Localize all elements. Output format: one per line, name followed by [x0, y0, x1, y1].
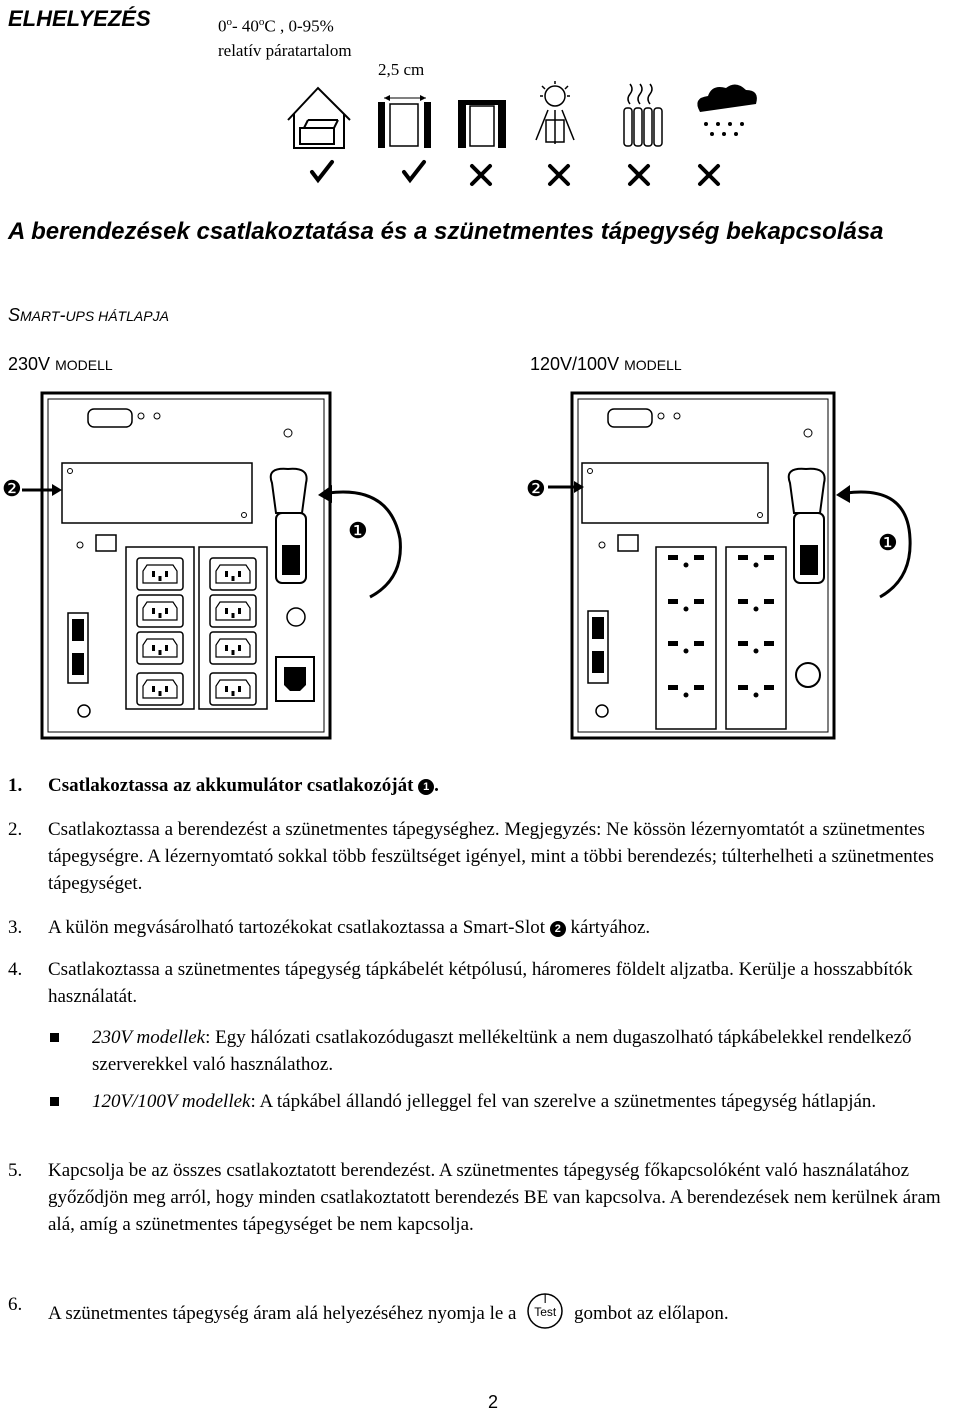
step-text: Csatlakoztassa a szünetmentes tápegység tápkábelét kétpólusú, háromeres földelt aljzatba. Kerülje a hosszabbítók használatát. [48, 959, 913, 1007]
ups-backpanel-figure [0, 385, 960, 745]
step-5 [8, 1157, 958, 1238]
temp-range-part: 0 [218, 16, 227, 36]
rain-cloud-icon [697, 84, 757, 136]
temp-range-part: - 40 [232, 16, 259, 36]
step-number: 3. [8, 917, 23, 938]
step-number: 5. [8, 1160, 23, 1181]
sunlight-icon [536, 81, 574, 144]
bullet-square-icon [50, 1097, 59, 1106]
section-heading-connect: A berendezések csatlakoztatása és a szünetmentes tápegység bekapcsolása [8, 218, 884, 245]
test-button-label: Test [534, 1305, 557, 1319]
backpanel-title-cap: S [8, 305, 21, 325]
smart-slot [582, 463, 768, 523]
cross-icon [472, 166, 490, 184]
model-suffix: MODELL [55, 357, 113, 373]
cross-icon [550, 166, 568, 184]
bullet-label: 120V/100V modellek [92, 1091, 251, 1112]
heater-icon [624, 84, 662, 146]
ups-backpanel-120 [548, 393, 910, 738]
check-icon [404, 162, 424, 180]
marker-1-230: ❶ [348, 518, 368, 543]
step-text: kártyához. [570, 917, 651, 938]
step-3 [8, 914, 958, 941]
test-button-icon [525, 1291, 565, 1331]
serial-port [608, 409, 652, 427]
step-2 [8, 816, 958, 897]
step-text: A szünetmentes tápegység áram alá helyezéséhez nyomja le a [48, 1303, 517, 1324]
bullet-230v [50, 1024, 950, 1078]
model-voltage: 230V [8, 354, 51, 374]
step-text: Kapcsolja be az összes csatlakoztatott berendezést. A szünetmentes tápegység főkapcsolóként való használatához győződjön meg arról, hogy minden csatlakoztatott berendezés BE van kapcsolva. A berendezések nem kerülnek áram alá, amíg a szünetmentes tápegységet be nem kapcsolja. [48, 1160, 941, 1235]
step-text: A külön megvásárolható tartozékokat csatlakoztassa a Smart-Slot [48, 917, 546, 938]
step-text: Csatlakoztassa az akkumulátor csatlakozóját [48, 775, 414, 796]
backpanel-title-dash: - [59, 305, 66, 325]
cross-icon [700, 166, 718, 184]
step-number: 2. [8, 819, 23, 840]
cross-icon [630, 166, 648, 184]
step-1 [8, 772, 958, 799]
clearance-label: 2,5 cm [378, 60, 425, 79]
temp-range-part: C , 0-95% [264, 16, 334, 36]
bullet-square-icon [50, 1033, 59, 1042]
step-text: gombot az előlapon. [573, 1303, 729, 1324]
step-number: 1. [8, 775, 23, 796]
page-number: 2 [488, 1392, 499, 1412]
step-number: 4. [8, 959, 23, 980]
ups-backpanel-230 [22, 393, 400, 738]
marker-1-icon: 1 [418, 779, 434, 795]
humidity-label: relatív páratartalom [218, 40, 352, 60]
section-title-placement: ELHELYEZÉS [8, 6, 151, 31]
step-text: Csatlakoztassa a berendezést a szünetmentes tápegységhez. Megjegyzés: Ne kössön lézernyomtatót a szünetmentes tápegységre. A lézernyomtató sokkal több feszültséget igényel, mint a többi berendezés; túlterhelheti a szünetmentes tápegységet. [48, 819, 934, 894]
placement-icons [280, 80, 760, 192]
degree-sup: o [258, 16, 265, 28]
step-6 [8, 1291, 958, 1331]
model-suffix: MODELL [624, 357, 682, 373]
marker-2-230: ❷ [2, 476, 22, 501]
step-end: . [434, 775, 439, 796]
indoor-house-icon [288, 88, 350, 148]
step-4 [8, 956, 958, 1010]
marker-2-120: ❷ [526, 476, 546, 501]
bullet-label: 230V modellek [92, 1027, 206, 1048]
enclosed-space-icon [458, 100, 506, 148]
model-230-label [8, 354, 113, 375]
test-button-i: I [543, 1292, 547, 1306]
marker-2-icon: 2 [550, 921, 566, 937]
bullet-120v [50, 1088, 950, 1115]
clearance-gap-icon [378, 95, 431, 148]
serial-port [88, 409, 132, 427]
bullet-text: : Egy hálózati csatlakozódugaszt mellékeltünk a nem dugaszolható tápkábelekkel rendelkező szerverekkel való használathoz. [92, 1027, 912, 1075]
model-voltage: 120V/100V [530, 354, 620, 374]
backpanel-title-sc: UPS HÁTLAPJA [65, 308, 169, 324]
model-120-label [530, 354, 682, 375]
environment-conditions [218, 10, 352, 63]
degree-sup: o [226, 16, 232, 28]
marker-1-120: ❶ [878, 530, 898, 555]
smart-slot [62, 463, 252, 523]
backpanel-title [8, 305, 169, 326]
backpanel-title-sc: MART [20, 308, 60, 324]
step-number: 6. [8, 1294, 23, 1315]
bullet-text: : A tápkábel állandó jelleggel fel van szerelve a szünetmentes tápegység hátlapján. [250, 1091, 877, 1112]
check-icon [312, 162, 332, 180]
